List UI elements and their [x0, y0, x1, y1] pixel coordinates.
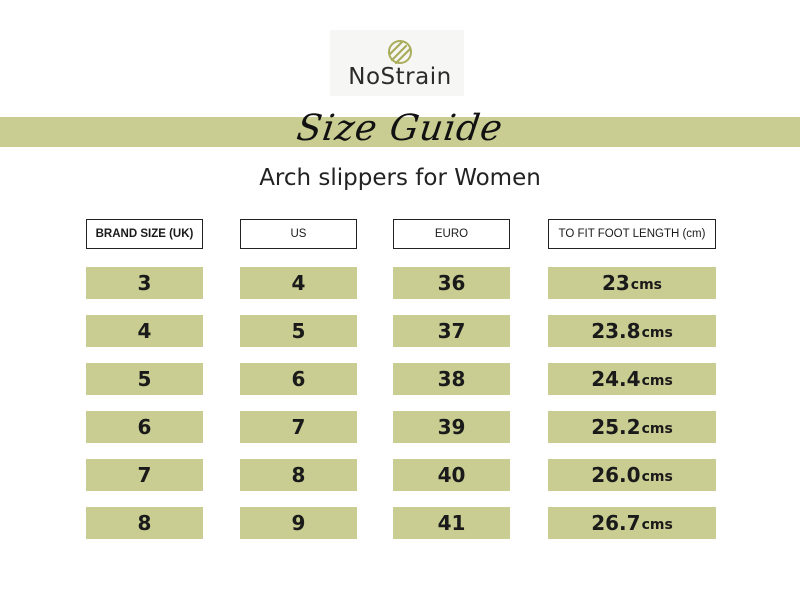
- cell-euro: [393, 267, 510, 299]
- cell-value: 24.4: [591, 367, 641, 391]
- cell-value: 41: [437, 511, 466, 535]
- cell-value: 8: [291, 463, 306, 487]
- unit-label: cms: [641, 516, 673, 533]
- cell-value: 36: [437, 271, 466, 295]
- cell-brand-size: [86, 363, 203, 395]
- cell-value: 38: [437, 367, 466, 391]
- cell-foot-length: [548, 363, 716, 395]
- cell-us: [240, 411, 357, 443]
- brand-name: NoStrain: [348, 64, 452, 90]
- header-brand-size: BRAND SIZE (UK): [86, 219, 203, 249]
- cell-euro: [393, 411, 510, 443]
- cell-value: 4: [137, 319, 152, 343]
- cell-brand-size: [86, 459, 203, 491]
- unit-label: cms: [641, 468, 673, 485]
- cell-foot-length: [548, 411, 716, 443]
- cell-value: 9: [291, 511, 306, 535]
- cell-value: 6: [137, 415, 152, 439]
- cell-euro: [393, 507, 510, 539]
- cell-brand-size: [86, 411, 203, 443]
- cell-euro: [393, 315, 510, 347]
- cell-us: [240, 267, 357, 299]
- cell-us: [240, 363, 357, 395]
- page-title: Size Guide: [294, 108, 506, 149]
- cell-value: 5: [137, 367, 152, 391]
- cell-value: 8: [137, 511, 152, 535]
- cell-value: 7: [137, 463, 152, 487]
- cell-value: 3: [137, 271, 152, 295]
- cell-us: [240, 315, 357, 347]
- cell-foot-length: [548, 315, 716, 347]
- cell-us: [240, 459, 357, 491]
- cell-euro: [393, 363, 510, 395]
- unit-label: cms: [641, 420, 673, 437]
- unit-label: cms: [641, 372, 673, 389]
- cell-value: 39: [437, 415, 466, 439]
- cell-us: [240, 507, 357, 539]
- cell-value: 26.7: [591, 511, 641, 535]
- cell-value: 23: [601, 271, 630, 295]
- header-euro: EURO: [393, 219, 510, 249]
- cell-foot-length: [548, 459, 716, 491]
- cell-value: 25.2: [591, 415, 641, 439]
- cell-brand-size: [86, 507, 203, 539]
- cell-value: 40: [437, 463, 466, 487]
- unit-label: cms: [641, 324, 673, 341]
- header-us: US: [240, 219, 357, 249]
- cell-foot-length: [548, 267, 716, 299]
- page-subtitle: Arch slippers for Women: [259, 165, 541, 191]
- cell-value: 6: [291, 367, 306, 391]
- cell-value: 26.0: [591, 463, 641, 487]
- cell-value: 23.8: [591, 319, 641, 343]
- cell-brand-size: [86, 315, 203, 347]
- cell-brand-size: [86, 267, 203, 299]
- unit-label: cms: [630, 276, 663, 293]
- cell-value: 4: [291, 271, 306, 295]
- cell-value: 5: [291, 319, 306, 343]
- cell-value: 7: [291, 415, 306, 439]
- header-foot-length: TO FIT FOOT LENGTH (cm): [548, 219, 716, 249]
- cell-foot-length: [548, 507, 716, 539]
- cell-value: 37: [437, 319, 466, 343]
- cell-euro: [393, 459, 510, 491]
